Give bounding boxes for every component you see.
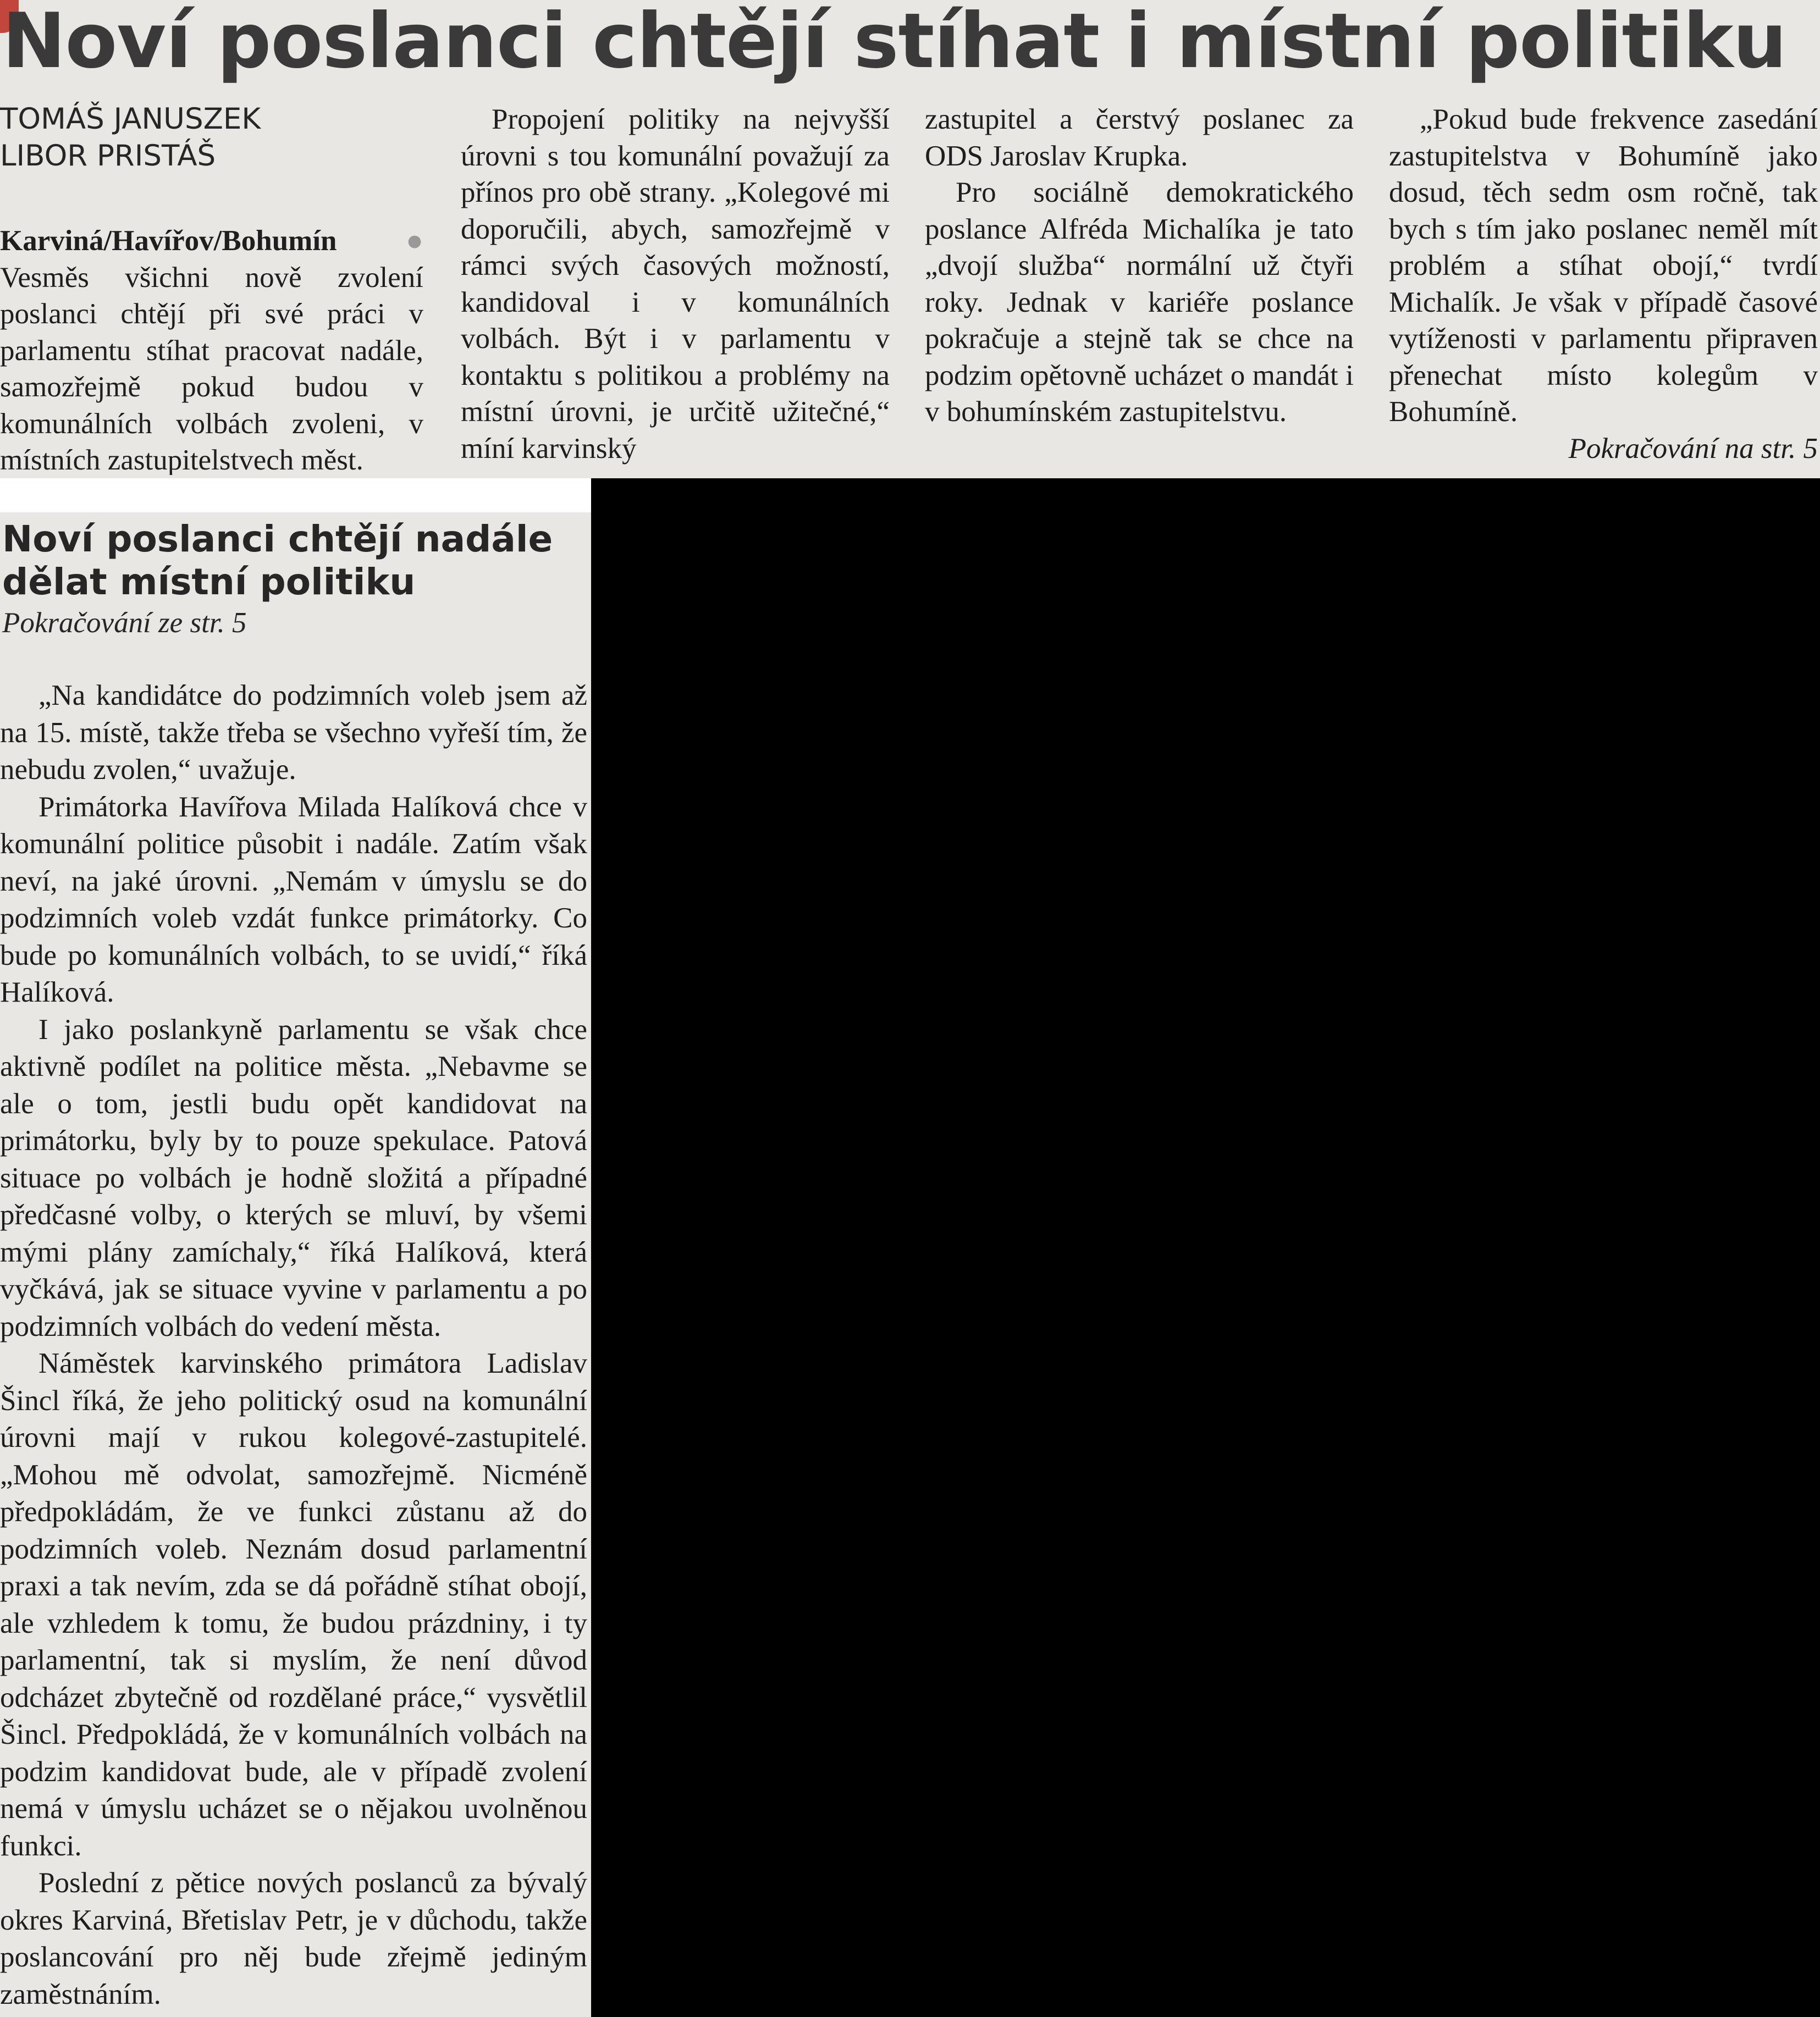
continuation-paragraph: Náměstek karvinského primátora Ladislav Šincl říká, že jeho politický osud na komunální úrovni mají v rukou kolegové-zastupitelé. „Mohou mě odvolat, samozřejmě. Nicméně předpokládám, že ve funkci zůstanu až do podzimních voleb. Neznám dosud parlamentní praxi a tak nevím, zda se dá pořádně stíhat obojí, ale vzhledem k tomu, že budou prázdniny, i ty parlamentní, tak si myslím, že není důvod odcházet zbytečně od rozdělané práce,“ vysvětlil Šincl. Předpokládá, že v komunálních volbách na podzim kandidovat bude, ale v případě zvolení nemá v úmyslu ucházet se o nějakou uvolněnou funkci. xyxy=(0,1347,587,1862)
headline: Noví poslanci chtějí stíhat i místní politiku xyxy=(2,0,1786,85)
article-column-1 xyxy=(0,101,423,475)
continuation-body xyxy=(0,677,587,2013)
white-gap xyxy=(0,478,591,512)
article-column-2 xyxy=(461,101,890,475)
article-column-4 xyxy=(1389,101,1818,475)
lead-paragraph xyxy=(0,223,423,475)
column-3-paragraph-2: Pro sociálně demokratického poslance Alfréda Michalíka je tato „dvojí služba“ normální už čtyři roky. Jednak v kariéře poslance pokračuje a stejně tak se chce na podzim opětovně ucházet o mandát i v bohumínském zastupitelstvu. xyxy=(925,176,1354,428)
continuation-paragraph: „Na kandidátce do podzimních voleb jsem až na 15. místě, takže třeba se všechno vyřeší tím, že nebudu zvolen,“ uvažuje. xyxy=(0,679,587,786)
dateline: Karviná/Havířov/Bohumín xyxy=(0,225,337,257)
article-column-3 xyxy=(925,101,1354,475)
author-1: TOMÁŠ JANUSZEK xyxy=(0,102,261,136)
column-2-paragraph: Propojení politiky na nejvyšší úrovni s tou komunální považují za přínos pro obě strany. „Kolegové mi doporučili, abych, samozřejmě v rámci svých časových možností, kandidoval i v komunálních volbách. Být i v parlamentu v kontaktu s politikou a problémy na místní úrovni, je určitě užitečné,“ míní karvinský xyxy=(461,103,890,465)
column-3-paragraph-1: zastupitel a čerstvý poslanec za ODS Jaroslav Krupka. xyxy=(925,103,1354,172)
continuation-title: Noví poslanci chtějí nadále dělat místní politiku xyxy=(2,518,553,603)
column-4-paragraph: „Pokud bude frekvence zasedání zastupitelstva v Bohumíně jako dosud, těch sedm osm ročně, tak bych s tím jako poslanec neměl mít problém a stíhat obojí,“ tvrdí Michalík. Je však v případě časové vytíženosti v parlamentu připraven přenechat místo kolegům v Bohumíně. xyxy=(1389,103,1818,428)
continuation-paragraph: Poslední z pětice nových poslanců za bývalý okres Karviná, Břetislav Petr, je v důchodu, takže poslancování pro něj bude zřejmě jediným zaměstnáním. xyxy=(0,1867,587,2010)
article-main xyxy=(0,0,1820,478)
article-continuation xyxy=(0,512,591,2017)
column-1-text: Vesměs všichni nově zvolení poslanci chtějí při své práci v parlamentu stíhat pracovat nadále, samozřejmě pokud budou v komunálních volbách zvoleni, v místních zastupitelstvech měst. xyxy=(0,261,423,475)
dateline-bullet-icon: ● xyxy=(405,225,423,257)
continuation-paragraph: I jako poslankyně parlamentu se však chce aktivně podílet na politice města. „Nebavme se ale o tom, jestli budu opět kandidovat na primátorku, byly by to pouze spekulace. Patová situace po volbách je hodně složitá a případné předčasné volby, o kterých se mluví, by všemi mými plány zamíchaly,“ říká Halíková, která vyčkává, jak se situace vyvine v parlamentu a po podzimních volbách do vedení města. xyxy=(0,1013,587,1342)
continued-on-reference: Pokračování na str. 5 xyxy=(1568,432,1818,465)
author-2: LIBOR PRISTÁŠ xyxy=(0,139,216,173)
continued-from-reference: Pokračování ze str. 5 xyxy=(2,607,247,639)
continuation-paragraph: Primátorka Havířova Milada Halíková chce v komunální politice působit i nadále. Zatím však neví, na jaké úrovni. „Nemám v úmyslu se do podzimních voleb vzdát funkce primátorky. Co bude po komunálních volbách, to se uvidí,“ říká Halíková. xyxy=(0,791,587,1008)
